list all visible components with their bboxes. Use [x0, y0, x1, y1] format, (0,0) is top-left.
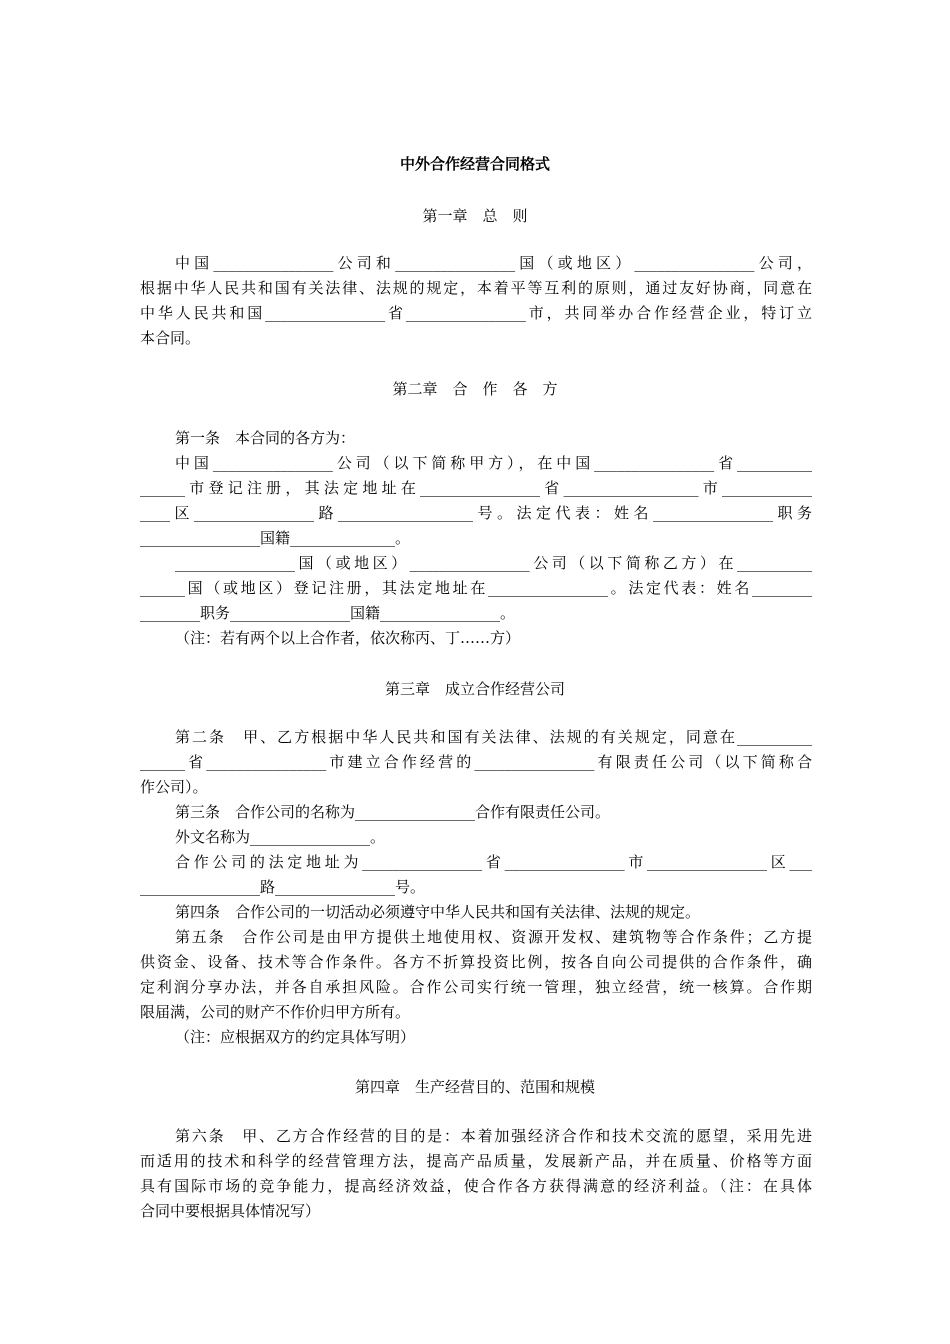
- paragraph-line: 作公司）。: [140, 778, 208, 796]
- chapter-2-heading: 第二章 合 作 各 方: [392, 380, 558, 398]
- paragraph-line: 本合同。: [140, 329, 201, 347]
- paragraph-line: ______国（或地区）登记注册，其法定地址在________________。法定代表：姓名________: [140, 579, 812, 597]
- paragraph-line: 根据中华人民共和国有关法律、法规的规定，本着平等互利的原则，通过友好协商，同意在: [140, 279, 812, 297]
- chapter-4-heading: 第四章 生产经营目的、范围和规模: [354, 1078, 595, 1096]
- document-title: 中外合作经营合同格式: [399, 155, 550, 173]
- chapter-3-heading: 第三章 成立合作经营公司: [384, 680, 565, 698]
- paragraph-line: 第五条 合作公司是由甲方提供土地使用权、资源开发权、建筑物等合作条件；乙方提: [175, 928, 812, 946]
- paragraph-line: 而适用的技术和科学的经营管理方法，提高产品质量，发展新产品，并在质量、价格等方面: [140, 1152, 812, 1170]
- article-1-heading: 第一条 本合同的各方为：: [175, 429, 356, 447]
- paragraph-line: 供资金、设备、技术等合作条件。各方不折算投资比例，按各自向公司提供的合作条件，确: [140, 953, 812, 971]
- chapter-1-heading: 第一章 总 则: [422, 207, 528, 225]
- paragraph-line: ________________路________________号。: [140, 878, 426, 896]
- paragraph-line: 限届满，公司的财产不作价归甲方所有。: [140, 1003, 411, 1021]
- paragraph-line: ________________国（或地区）________________公司（以下简称乙方）在__________: [175, 554, 812, 572]
- paragraph-line: 合同中要根据具体情况写）: [140, 1202, 321, 1220]
- paragraph-line: 第二条 甲、乙方根据中华人民共和国有关法律、法规的有关规定，同意在__________: [175, 728, 812, 746]
- paragraph-line: 第六条 甲、乙方合作经营的目的是：本着加强经济合作和技术交流的愿望，采用先进: [175, 1127, 812, 1145]
- note-line: （注：应根据双方的约定具体写明）: [175, 1028, 416, 1046]
- paragraph-line: 中华人民共和国________________省________________市，共同举办合作经营企业，特订立: [140, 304, 812, 322]
- paragraph-line: ____区________________路__________________号。法定代表：姓名________________职务: [140, 504, 812, 522]
- paragraph-line: 中国________________公司和________________国（或地区）________________公司，: [175, 254, 812, 272]
- paragraph-line: 第四条 合作公司的一切活动必须遵守中华人民共和国有关法律、法规的规定。: [175, 903, 701, 921]
- note-line: （注：若有两个以上合作者，依次称丙、丁……方）: [175, 629, 521, 647]
- paragraph-line: ______省________________市建立合作经营的________________有限责任公司（以下简称合: [140, 753, 812, 771]
- paragraph-line: ______市登记注册，其法定地址在________________省__________________市____________: [140, 479, 812, 497]
- paragraph-line: 定利润分享办法，并各自承担风险。合作公司实行统一管理，独立经营，统一核算。合作期: [140, 978, 812, 996]
- paragraph-line: 外文名称为________________。: [175, 828, 386, 846]
- paragraph-line: ________职务________________国籍________________。: [140, 604, 516, 622]
- paragraph-line: 具有国际市场的竞争能力，提高经济效益，使合作各方获得满意的经济利益。（注：在具体: [140, 1177, 812, 1195]
- paragraph-line: 第三条 合作公司的名称为________________合作有限责任公司。: [175, 803, 611, 821]
- paragraph-line: 中国________________公司（以下简称甲方），在中国________________省__________: [175, 454, 812, 472]
- paragraph-line: ________________国籍______________。: [140, 529, 411, 547]
- paragraph-line: 合作公司的法定地址为________________省________________市________________区___: [175, 853, 812, 871]
